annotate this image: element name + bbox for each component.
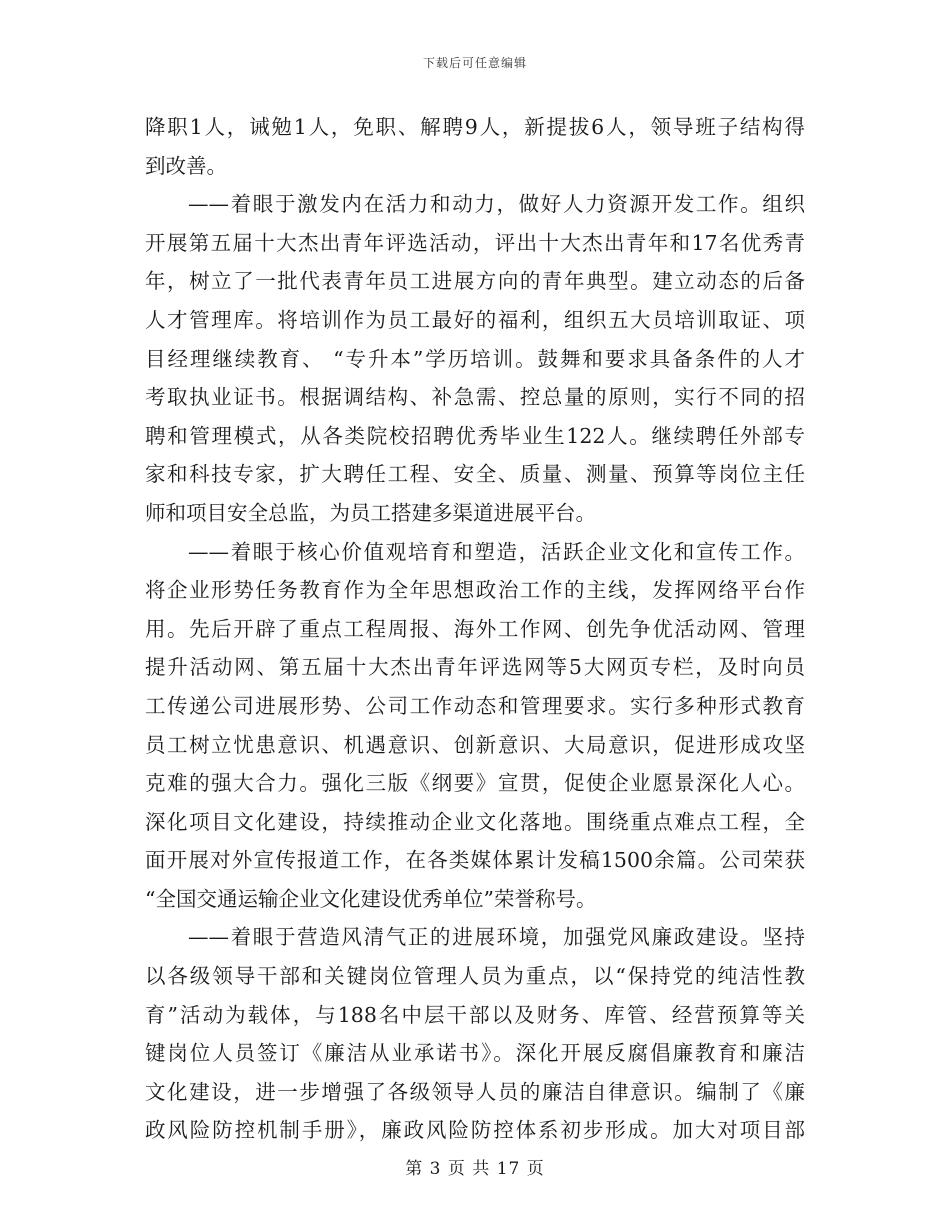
text-line: 降职1人，诫勉1人，免职、解聘9人，新提拔6人，领导班子结构得 — [145, 115, 805, 139]
text-line: 考取执业证书。根据调结构、补急需、控总量的原则，实行不同的招 — [145, 385, 805, 410]
text-line: ——着眼于营造风清气正的进展环境，加强党风廉政建设。坚持 — [188, 925, 805, 950]
text-line: 政风险防控机制手册》，廉政风险防控体系初步形成。加大对项目部 — [145, 1118, 805, 1143]
page-header: 下载后可任意编辑 — [422, 56, 527, 70]
text-line: 人才管理库。将培训作为员工最好的福利，组织五大员培训取证、项 — [145, 307, 805, 332]
text-line: 聘和管理模式，从各类院校招聘优秀毕业生122人。继续聘任外部专 — [145, 423, 805, 448]
text-line: 克难的强大合力。强化三版《纲要》宣贯，促使企业愿景深化人心。 — [145, 771, 805, 796]
text-line: 将企业形势任务教育作为全年思想政治工作的主线，发挥网络平台作 — [145, 578, 805, 603]
text-line: ——着眼于核心价值观培育和塑造，活跃企业文化和宣传工作。 — [188, 539, 805, 564]
text-line: ——着眼于激发内在活力和动力，做好人力资源开发工作。组织 — [188, 192, 805, 217]
text-line: 目经理继续教育、 “专升本”学历培训。鼓舞和要求具备条件的人才 — [145, 346, 805, 371]
text-line: 工传递公司进展形势、公司工作动态和管理要求。实行多种形式教育 — [145, 693, 805, 718]
text-line: 育”活动为载体，与188名中层干部以及财务、库管、经营预算等关 — [145, 1002, 805, 1027]
text-line: 家和科技专家，扩大聘任工程、安全、质量、测量、预算等岗位主任 — [145, 462, 805, 487]
text-line: 文化建设，进一步增强了各级领导人员的廉洁自律意识。编制了《廉 — [145, 1079, 805, 1104]
text-line: 员工树立忧患意识、机遇意识、创新意识、大局意识，促进形成攻坚 — [145, 732, 805, 757]
text-line: 师和项目安全总监，为员工搭建多渠道进展平台。 — [145, 500, 596, 525]
text-line: 键岗位人员签订《廉洁从业承诺书》。深化开展反腐倡廉教育和廉洁 — [145, 1041, 805, 1066]
text-line: 到改善。 — [145, 153, 227, 178]
text-line: 开展第五届十大杰出青年评选活动，评出十大杰出青年和17名优秀青 — [145, 230, 805, 255]
text-line: 年，树立了一批代表青年员工进展方向的青年典型。建立动态的后备 — [145, 269, 805, 294]
text-line: 提升活动网、第五届十大杰出青年评选网等5大网页专栏，及时向员 — [145, 655, 805, 680]
document-body — [145, 108, 805, 1150]
text-line: 以各级领导干部和关键岗位管理人员为重点，以“保持党的纯洁性教 — [145, 964, 805, 989]
text-line: “全国交通运输企业文化建设优秀单位”荣誉称号。 — [145, 886, 597, 911]
page-footer: 第 3 页 共 17 页 — [405, 1159, 545, 1179]
text-line: 深化项目文化建设，持续推动企业文化落地。围绕重点难点工程，全 — [145, 809, 805, 834]
text-line: 面开展对外宣传报道工作，在各类媒体累计发稿1500余篇。公司荣获 — [145, 848, 805, 873]
text-line: 用。先后开辟了重点工程周报、海外工作网、创先争优活动网、管理 — [145, 616, 805, 641]
